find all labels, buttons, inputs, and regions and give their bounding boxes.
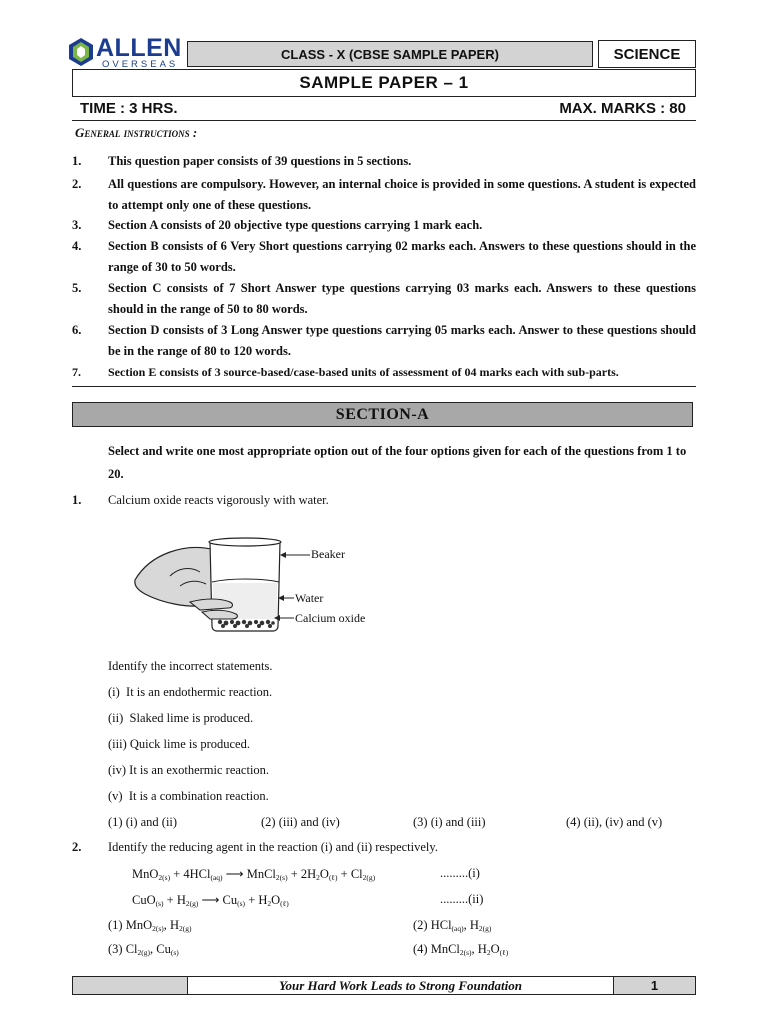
instruction-item: [72, 215, 696, 236]
statement: (iv) It is an exothermic reaction.: [108, 763, 270, 777]
instruction-number: 4.: [72, 239, 82, 253]
option: (4) MnCl$_{2(s)}$, $H_2O_{(\ell)}$: [413, 942, 509, 957]
instruction-item: [72, 236, 696, 278]
beaker-label: Beaker: [311, 547, 345, 561]
question-text: Calcium oxide reacts vigorously with water.: [108, 493, 329, 507]
section-a-intro: Select and write one most appropriate option out of the four options given for each of the questions from 1 to 20.: [108, 444, 687, 481]
page-number: 1: [613, 976, 696, 995]
question-text: Identify the reducing agent in the reaction (i) and (ii) respectively.: [108, 840, 438, 854]
calcium-oxide-label: Calcium oxide: [295, 611, 366, 625]
instruction-number: 6.: [72, 323, 82, 337]
instruction-text: Section C consists of 7 Short Answer type questions carrying 03 marks each. Answers to these questions should in the range of 50 to 80 words.: [108, 281, 696, 316]
footer-left-block: [72, 976, 188, 995]
instruction-text: Section B consists of 6 Very Short questions carrying 02 marks each. Answers to these questions should in the range of 30 to 50 words.: [108, 239, 696, 274]
equation-2-tag: .........(ii): [440, 892, 484, 906]
allen-logo: [68, 36, 186, 70]
option: (3) $Cl_{2(g)}$, $Cu_{(s)}$: [108, 942, 179, 957]
time-marks-row: [72, 100, 696, 120]
instruction-number: 2.: [72, 177, 82, 191]
statement: (iii) Quick lime is produced.: [108, 737, 250, 751]
instruction-number: 1.: [72, 154, 82, 168]
equation-2: $CuO_{(s)} + H_{2(g)}$ ⟶ $Cu_{(s)} + H_2O_{(\ell)}$: [132, 893, 289, 908]
option: (1) (i) and (ii): [108, 815, 178, 829]
logo-subtext: OVERSEAS: [102, 59, 179, 70]
question-prompt: Identify the incorrect statements.: [108, 659, 273, 673]
instructions-heading: General instructions :: [75, 125, 198, 140]
question-number: 1.: [72, 493, 82, 507]
instruction-item: [72, 320, 696, 362]
option: (4) (ii), (iv) and (v): [566, 815, 663, 829]
class-label: CLASS - X (CBSE SAMPLE PAPER): [187, 41, 593, 67]
equation-1-tag: .........(i): [440, 866, 480, 880]
equation-1: MnO$_{2(s)}$ + 4HCl$_{(aq)}$ ⟶ MnCl$_{2(s)}$ + $2H_2O_{(\ell)} + Cl_{2(g)}$: [132, 867, 376, 882]
question-number: 2.: [72, 840, 82, 854]
statement: (v) It is a combination reaction.: [108, 789, 269, 803]
divider: [72, 386, 696, 387]
paper-title: SAMPLE PAPER – 1: [72, 69, 696, 97]
statement: (i) It is an endothermic reaction.: [108, 685, 273, 699]
option: (1) MnO$_{2(s)}$, $H_{2(g)}$: [108, 918, 192, 933]
subject-label: SCIENCE: [598, 40, 696, 68]
instruction-number: 5.: [72, 281, 82, 295]
footer-slogan: Your Hard Work Leads to Strong Foundation: [188, 976, 613, 995]
time-label: TIME : 3 HRS.: [80, 100, 178, 117]
divider: [72, 120, 696, 121]
section-a-heading: SECTION-A: [72, 402, 693, 427]
instruction-text: Section E consists of 3 source-based/case-based units of assessment of 04 marks each with sub-parts.: [108, 365, 619, 379]
hexagon-logo-icon: [68, 37, 94, 67]
instruction-text: Section D consists of 3 Long Answer type questions carrying 05 marks each. Answer to these questions should be in the range of 80 to 120 words.: [108, 323, 696, 358]
instruction-item: [72, 362, 696, 383]
instruction-item: [72, 174, 696, 216]
option: (3) (i) and (iii): [413, 815, 486, 829]
option: (2) (iii) and (iv): [261, 815, 340, 829]
logo-text: ALLEN: [96, 34, 182, 62]
statement: (ii) Slaked lime is produced.: [108, 711, 254, 725]
instruction-text: This question paper consists of 39 questions in 5 sections.: [108, 154, 412, 168]
water-label: Water: [295, 591, 324, 605]
instruction-text: All questions are compulsory. However, an internal choice is provided in some questions. A student is expected to attempt only one of these questions.: [108, 177, 696, 212]
instruction-text: Section A consists of 20 objective type questions carrying 1 mark each.: [108, 218, 483, 232]
instruction-number: 3.: [72, 218, 82, 232]
instruction-number: 7.: [72, 365, 81, 379]
instruction-item: [72, 151, 696, 172]
option: (2) HCl$_{(aq)}$, $H_{2(g)}$: [413, 918, 492, 933]
instruction-item: [72, 278, 696, 320]
max-marks-label: MAX. MARKS : 80: [559, 100, 686, 117]
